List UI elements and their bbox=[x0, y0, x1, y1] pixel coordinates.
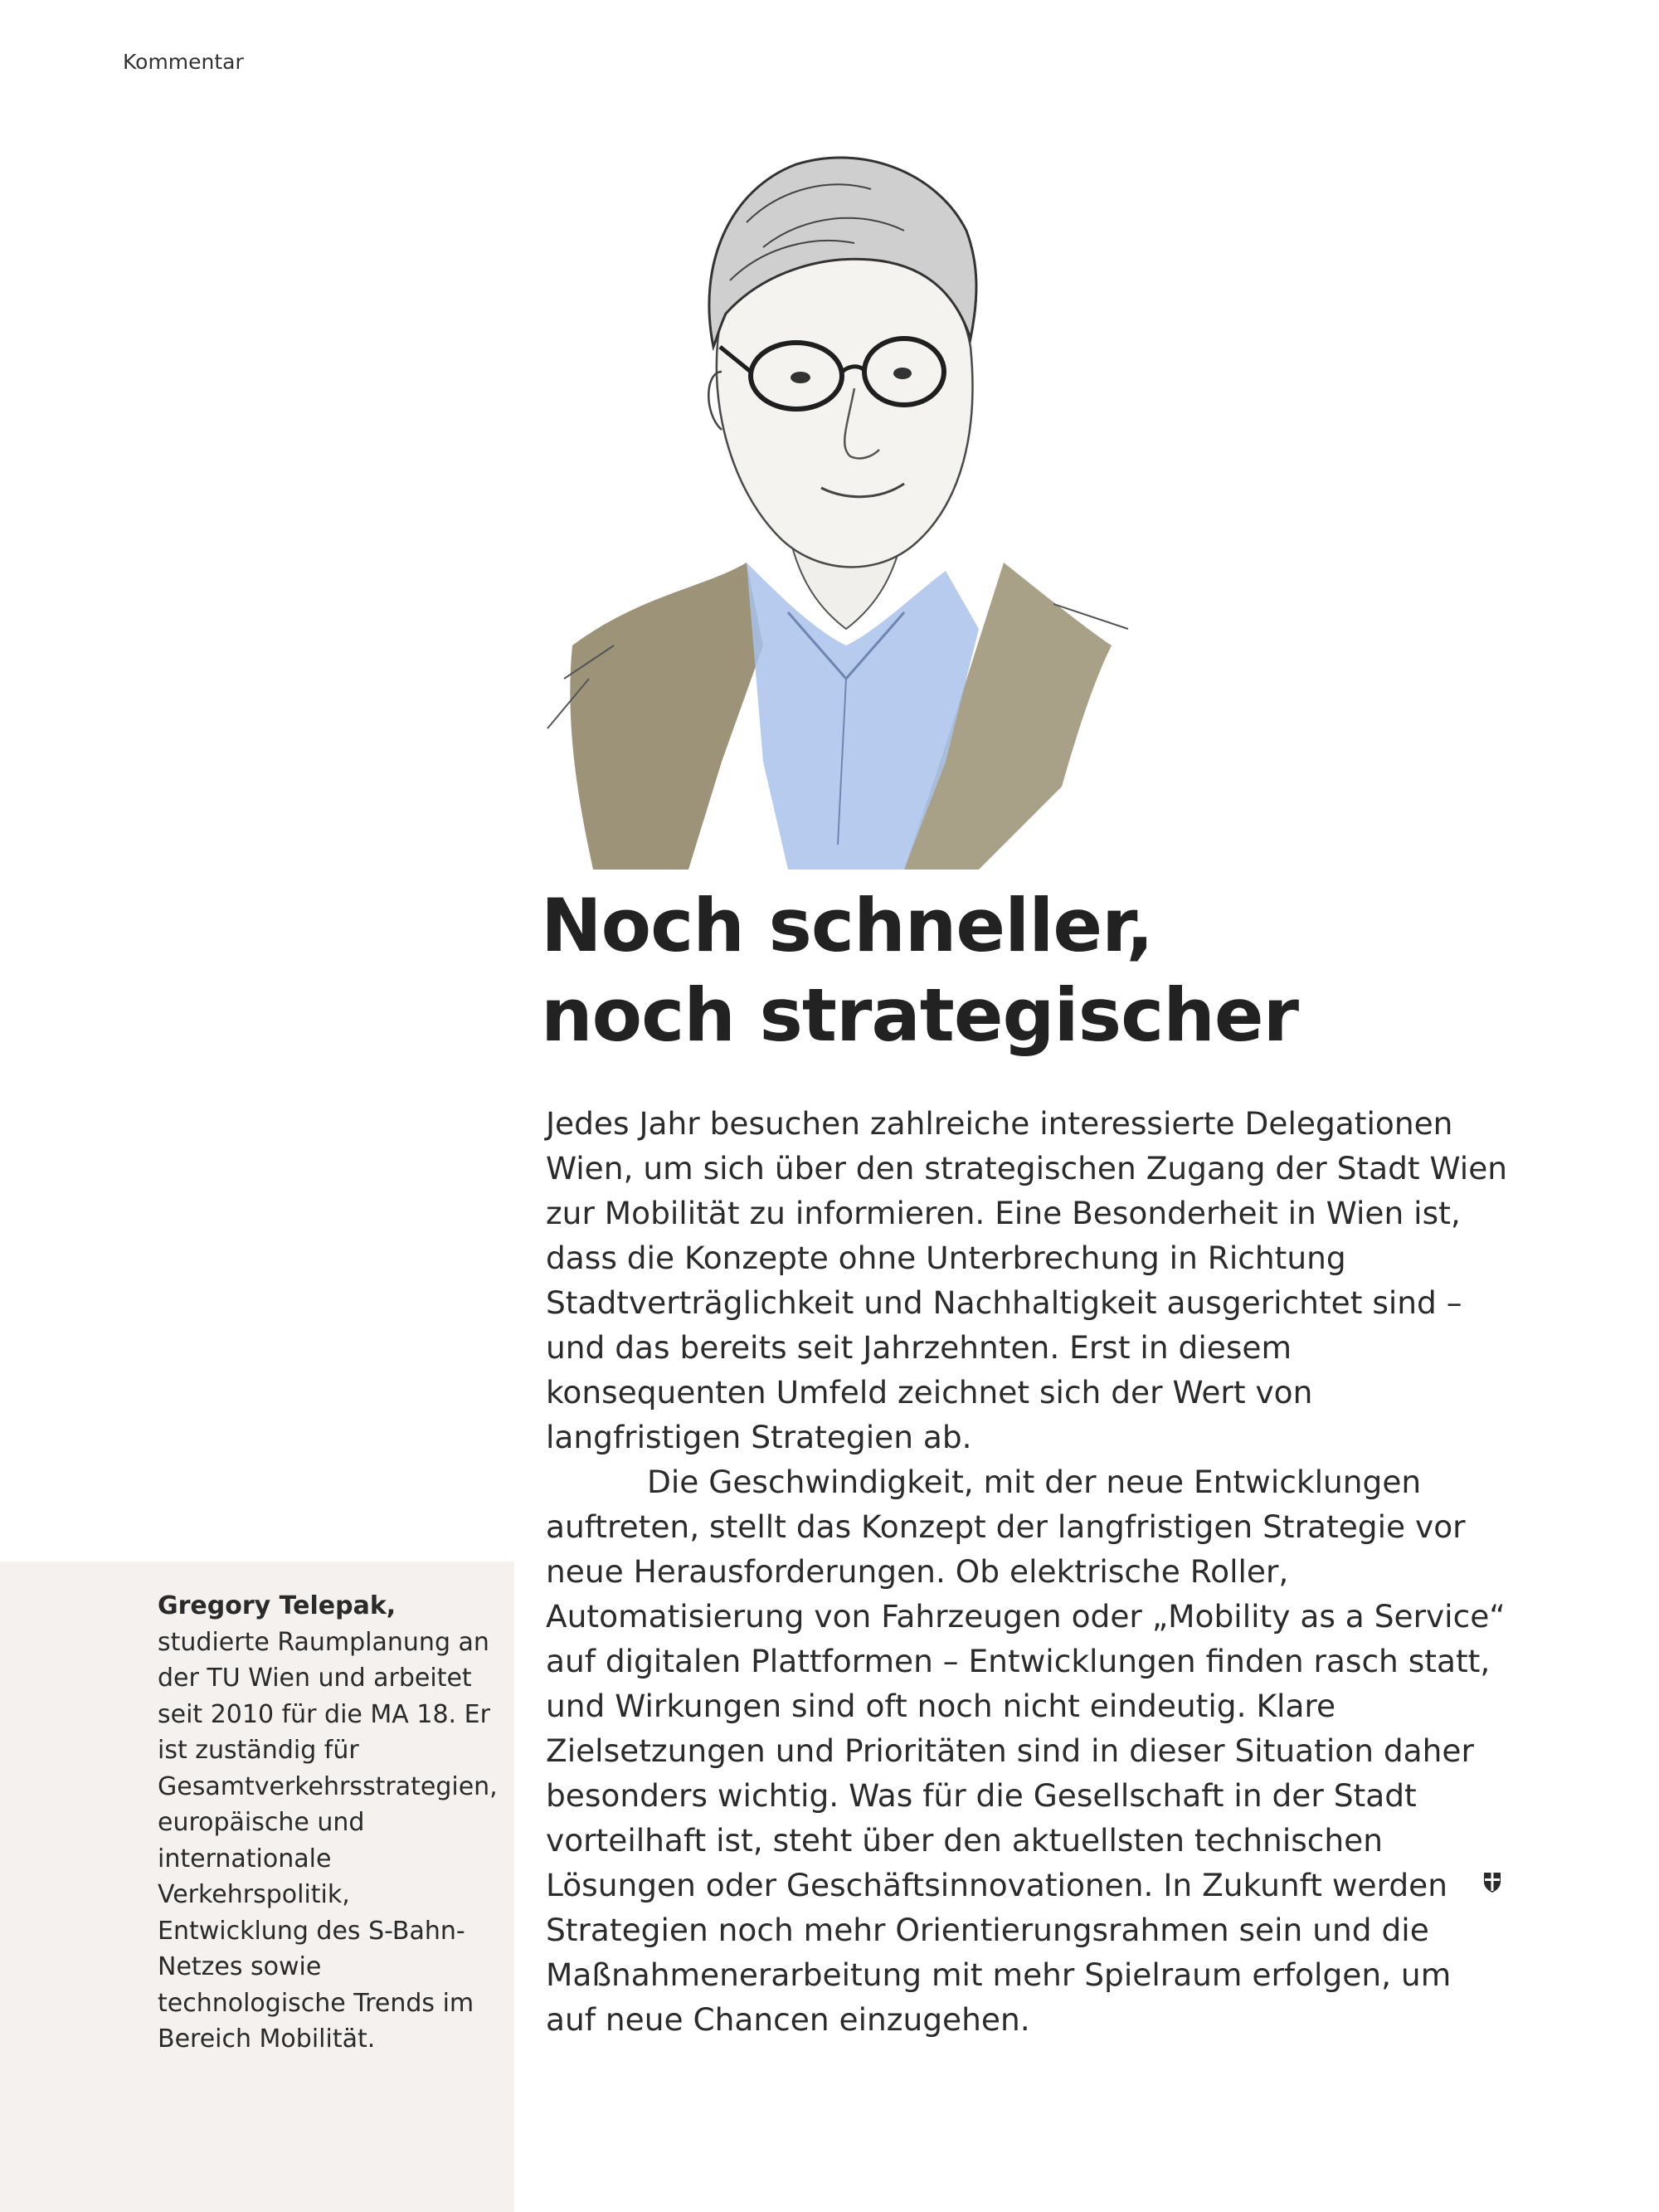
article-body bbox=[546, 1101, 1508, 2042]
author-name: Gregory Telepak, bbox=[158, 1591, 397, 1620]
headline-line: Noch schneller, bbox=[541, 883, 1153, 968]
portrait-illustration bbox=[514, 98, 1161, 870]
headline bbox=[541, 881, 1536, 1060]
article-paragraph: Die Geschwindigkeit, mit der neue Entwicklungen auftreten, stellt das Konzept der langfristigen Strategie vor neue Herausforderungen. Ob elektrische Roller, Automatisierung von Fahrzeugen oder „Mobility as a Service“ auf digitalen Plattformen – Entwicklungen finden rasch statt, und Wirkungen sind oft noch nicht eindeutig. Klare Zielsetzungen und Prioritäten sind in dieser Situation daher besonders wichtig. Was für die Gesellschaft in der Stadt vorteilhaft ist, steht über den aktuellsten technischen Lösungen oder Geschäftsinnovationen. In Zukunft werden Strategien noch mehr Orientierungsrahmen sein und die Maßnahmenerarbeitung mit mehr Spielraum erfolgen, um auf neue Chancen einzugehen. bbox=[546, 1464, 1506, 2038]
author-bio bbox=[158, 1588, 498, 2058]
article-paragraph: Jedes Jahr besuchen zahlreiche interessierte Delegationen Wien, um sich über den strategischen Zugang der Stadt Wien zur Mobilität zu informieren. Eine Besonderheit in Wien ist, dass die Konzepte ohne Unterbrechung in Richtung Stadtverträglichkeit und Nachhaltigkeit ausgerichtet sind – und das bereits seit Jahrzehnten. Erst in diesem konsequenten Umfeld zeichnet sich der Wert von langfristigen Strategien ab. bbox=[546, 1105, 1508, 1455]
author-description: studierte Raumplanung an der TU Wien und arbeitet seit 2010 für die MA 18. Er ist zuständig für Gesamtverkehrsstrategien, europäische und internationale Verkehrspolitik, Entwicklung des S-Bahn-Netzes sowie technologische Trends im Bereich Mobilität. bbox=[158, 1627, 498, 2054]
portrait-face bbox=[717, 255, 973, 567]
vienna-coat-of-arms-icon bbox=[1483, 1872, 1501, 1893]
portrait-jacket bbox=[570, 563, 763, 870]
headline-line: noch strategischer bbox=[541, 972, 1298, 1058]
section-label: Kommentar bbox=[123, 50, 244, 74]
